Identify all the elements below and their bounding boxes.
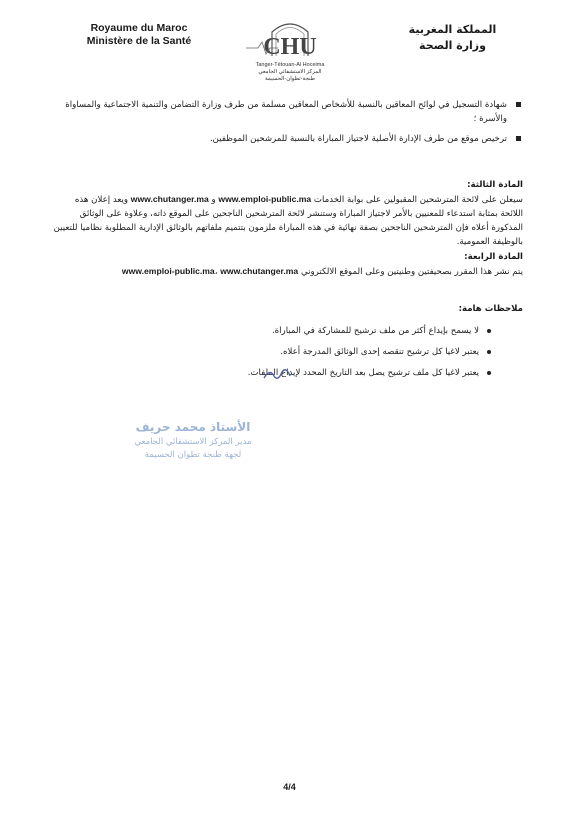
header-right [395, 22, 510, 54]
logo-sub-ar2: طنجة-تطوان-الحسيمة [264, 76, 316, 82]
square-bullet-icon [516, 136, 521, 141]
article-3-text: سيعلن على لائحة المترشحين المقبولين على بوابة الخدمات www.emploi-public.ma و www.chutanger.ma ويعد إعلان هذه اللائحة بمثابة استدعاء للمعنيين بالأمر لاجتياز المباراة وستنشر لائحة المترشحين الناجحين على الموقع ذاته، وعلاوة على الوثائق المذكورة أعلاه فإن المترشحين الناجحين بصفة نهائية في هذه المباراة ملزمون بتتميم ملفاتهم بالوثائق الإدارية المطلوبة نظاميا للتعيين بالوظيفة العمومية. [53, 194, 523, 247]
header-left [64, 22, 214, 48]
square-bullet-icon [516, 102, 521, 107]
link-emploi-public[interactable]: www.emploi-public.ma [218, 194, 312, 204]
logo-text: CHU [263, 34, 317, 60]
kingdom-ar: المملكة المغربية [408, 23, 497, 36]
article-4-text: يتم نشر هذا المقرر بصحيفتين وطنيتين وعلى الموقع الالكتروني www.emploi-public.ma، www.chutanger.ma [121, 266, 523, 277]
round-bullet-icon [487, 371, 491, 375]
stamp-title: مدير المركز الاستشفائي الجامعي [134, 437, 252, 447]
article-3 [52, 178, 523, 249]
article-4 [52, 250, 523, 279]
article-3-heading: المادة الثالثة: [467, 180, 523, 190]
note-item: يعتبر لاغيا كل ملف ترشيح يصل بعد التاريخ المحدد لإيداع الملفات. [52, 366, 493, 380]
ministry-ar: وزارة الصحة [419, 39, 486, 52]
bullet-item: شهادة التسجيل في لوائح المعاقين بالنسبة للأشخاص المعاقين مسلمة من طرف وزارة التضامن والتنمية الاجتماعية والمساواة والأسرة ؛ [52, 98, 523, 126]
stamp-region: لجهة طنجة تطوان الحسيمة [144, 450, 242, 460]
article-4-heading: المادة الرابعة: [464, 252, 523, 262]
link-chutanger[interactable]: www.chutanger.ma [130, 194, 209, 204]
top-bullets [52, 98, 523, 146]
page-number: 4/4 [283, 782, 296, 792]
logo-sub-latin: Tanger-Tétouan-Al Hoceima [255, 62, 325, 68]
link-chutanger[interactable]: www.chutanger.ma [220, 266, 299, 276]
logo-subtitle [232, 62, 348, 83]
link-emploi-public[interactable]: www.emploi-public.ma [121, 266, 215, 276]
official-stamp [118, 418, 268, 462]
notes-heading: ملاحظات هامة: [458, 304, 523, 314]
note-item: لا يسمح بإيداع أكثر من ملف ترشيح للمشاركة في المباراة. [52, 324, 493, 338]
logo-sub-ar1: المركز الاستشفائي الجامعي [258, 69, 322, 75]
bullet-item: ترخيص موقع من طرف الإدارة الأصلية لاجتياز المباراة بالنسبة للمرشحين الموظفين. [52, 132, 523, 146]
round-bullet-icon [487, 350, 491, 354]
note-item: يعتبر لاغيا كل ترشيح تنقصه إحدى الوثائق المدرجة أعلاه. [52, 345, 493, 359]
kingdom-fr: Royaume du Maroc [90, 22, 188, 34]
ministry-fr: Ministère de la Santé [86, 35, 192, 47]
stamp-name: الأستاذ محمد حريف [135, 420, 251, 434]
round-bullet-icon [487, 329, 491, 333]
signature-icon [262, 366, 292, 384]
